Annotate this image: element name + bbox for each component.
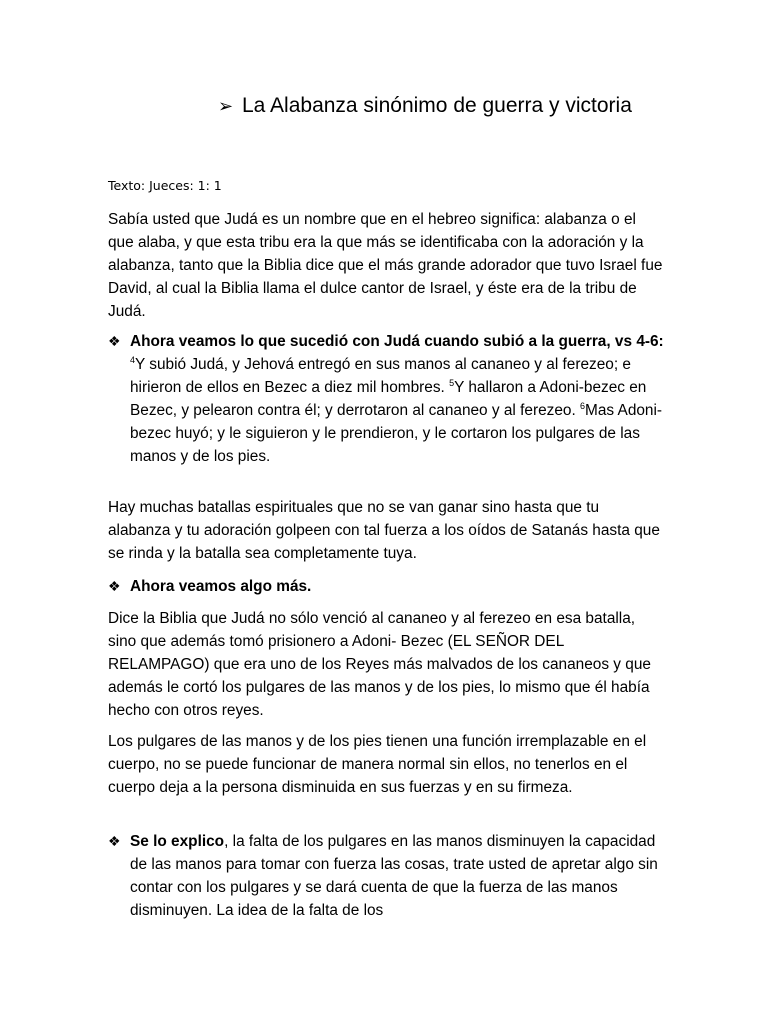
paragraph-adoni-bezec: Dice la Biblia que Judá no sólo venció al cananeo y al ferezeo en esa batalla, sino que además tomó prisionero a Adoni- Bezec (EL SEÑOR DEL RELAMPAGO) que era uno de los Reyes más malvados de los cananeos y que además le cortó los pulgares de las manos y de los pies, lo mismo que él había hecho con otros reyes. (108, 610, 651, 719)
paragraph-pulgares: Los pulgares de las manos y de los pies tienen una función irremplazable en el cuerpo, no se puede funcionar de manera normal sin ellos, no tenerlos en el cuerpo deja a la persona disminuida en sus fuerzas y en su firmeza. (108, 733, 647, 796)
diamond-bullet-icon: ❖ (108, 833, 121, 849)
verse-number: 4 (130, 354, 136, 365)
verse-text: Mas Adoni-bezec huyó; y le siguieron y le prendieron, y le cortaron los pulgares de las manos y de los pies. (130, 402, 663, 465)
bullet-item-text (108, 830, 664, 922)
paragraph-juda-meaning: Sabía usted que Judá es un nombre que en el hebreo significa: alabanza o el que alaba, y que esta tribu era la que más se identificaba con la adoración y la alabanza, tanto que la Biblia dice que el más grande adorador que tuvo Israel fue David, al cual la Biblia llama el dulce cantor de Israel, y éste era de la tribu de Judá. (108, 211, 663, 320)
paragraph-spiritual-battles: Hay muchas batallas espirituales que no se van ganar sino hasta que tu alabanza y tu adoración golpeen con tal fuerza a los oídos de Satanás hasta que se rinda y la batalla sea completamente tuya. (108, 499, 660, 562)
bullet-heading: Ahora veamos algo más. (130, 578, 312, 595)
bullet-item-algo-mas (108, 575, 664, 598)
bullet-item-judah-battle (108, 330, 664, 468)
bullet-item-se-lo-explico (108, 830, 664, 922)
bullet-heading: Ahora veamos lo que sucedió con Judá cuando subió a la guerra, vs 4-6: (130, 333, 664, 350)
verse-number: 6 (580, 400, 586, 411)
document-title-text: La Alabanza sinónimo de guerra y victoria (242, 94, 632, 117)
verse-number: 5 (449, 377, 455, 388)
bullet-body: , la falta de los pulgares en las manos disminuyen la capacidad de las manos para tomar con fuerza las cosas, trate usted de apretar algo sin contar con los pulgares y se dará cuenta de que la fuerza de las manos disminuyen. La idea de la falta de los (130, 833, 658, 919)
bullet-heading: Se lo explico (130, 833, 225, 850)
document-title (218, 92, 662, 120)
bullet-item-text (108, 330, 664, 468)
diamond-bullet-icon: ❖ (108, 333, 121, 349)
scripture-reference: Texto: Jueces: 1: 1 (108, 178, 222, 193)
diamond-bullet-icon: ❖ (108, 578, 121, 594)
verse-text: Y hallaron a Adoni-bezec en Bezec, y pelearon contra él; y derrotaron al cananeo y al ferezeo. (130, 379, 647, 419)
arrow-bullet-icon: ➢ (218, 96, 234, 116)
verse-text: Y subió Judá, y Jehová entregó en sus manos al cananeo y al ferezeo; e hirieron de ellos en Bezec a diez mil hombres. (130, 356, 631, 396)
